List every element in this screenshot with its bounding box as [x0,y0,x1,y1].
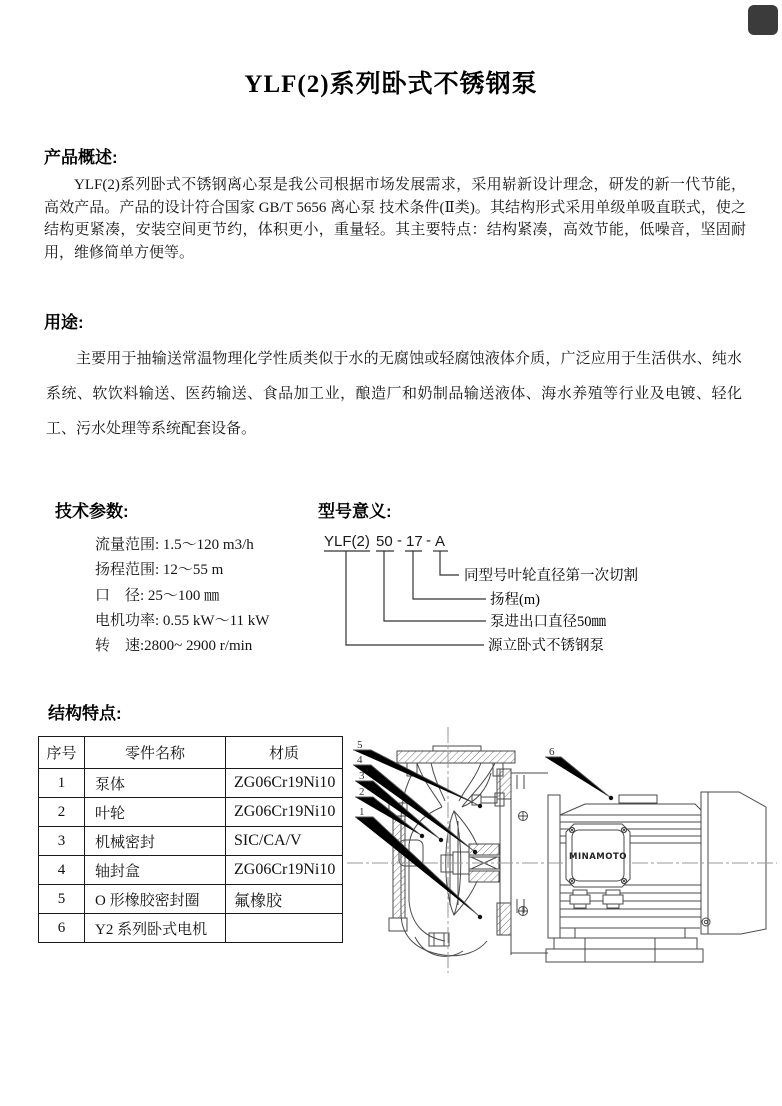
suction-flange [397,751,515,763]
cell-material: 氟橡胶 [226,885,343,914]
callout-number-1: 1 [359,806,365,818]
motor-foot [554,938,697,949]
cell-name: O 形橡胶密封圈 [85,885,226,914]
cell-name: 机械密封 [85,827,226,856]
tech-param-diameter: 口 径: 25～100 ㎜ [95,587,220,604]
header-seq: 序号 [39,737,85,769]
tech-params-heading: 技术参数: [55,502,129,521]
cell-seq: 5 [39,885,85,914]
model-code-cut: A [435,533,446,550]
tech-param-speed: 转 速:2800~ 2900 r/min [95,638,253,655]
model-meaning-diagram [318,529,766,669]
usage-heading: 用途: [44,313,84,332]
page-title: YLF(2)系列卧式不锈钢泵 [244,71,538,98]
cell-name: 泵体 [85,769,226,798]
model-label-diameter: 泵进出口直径50㎜ [490,614,606,630]
tech-params-list [95,533,269,659]
callout-number-2: 2 [359,786,365,798]
model-code-head: 17 [406,533,423,550]
model-leader-lines [324,551,486,645]
model-meaning-heading: 型号意义: [318,502,392,521]
cell-seq: 3 [39,827,85,856]
structure-heading: 结构特点: [48,704,122,723]
model-code [324,532,445,550]
model-code-sep2: - [426,532,431,549]
tech-param-power: 电机功率: 0.55 kW～11 kW [95,612,270,629]
model-code-sep1: - [397,532,402,549]
base-plate [546,949,703,962]
cell-material: ZG06Cr19Ni10 [226,856,343,885]
table-row [39,885,343,914]
model-label-head: 扬程(m) [490,592,540,608]
discharge-flange [393,816,405,918]
parts-table-header-row [39,737,343,769]
callout-number-6: 6 [549,746,555,758]
corner-overlay-button[interactable] [748,5,778,35]
model-label-series: 源立卧式不锈钢泵 [488,638,604,654]
cell-material: ZG06Cr19Ni10 [226,798,343,827]
cell-name: 轴封盒 [85,856,226,885]
cell-name: 叶轮 [85,798,226,827]
callout-number-5: 5 [357,739,363,751]
model-label-cut: 同型号叶轮直径第一次切割 [464,568,638,584]
cell-seq: 6 [39,914,85,943]
tech-param-flow: 流量范围: 1.5～120 m3/h [95,537,254,553]
cell-name: Y2 系列卧式电机 [85,914,226,943]
pump-cross-section-drawing [345,723,782,975]
motor-flange [548,795,560,938]
table-row [39,914,343,943]
parts-table [38,736,343,943]
cell-seq: 2 [39,798,85,827]
overview-heading: 产品概述: [44,148,118,167]
cell-material: SIC/CA/V [226,827,343,856]
model-code-diameter: 50 [376,533,393,550]
table-row [39,856,343,885]
header-material: 材质 [226,737,343,769]
overview-paragraph: YLF(2)系列卧式不锈钢离心泵是我公司根据市场发展需求，采用崭新设计理念，研发的新一代节能，高效产品。产品的设计符合国家 GB/T 5656 离心泵 技术条件(Ⅱ类)。其结构形式采用单级单吸直联式，使之结构更紧凑，安装空间更节约，体积更小，重量轻。其主要特点：结构紧凑，高效节能，低噪音，坚固耐用，维修简单方便等。 [44,177,746,261]
tech-param-head: 扬程范围: 12～55 m [95,562,224,579]
motor-nameplate [619,795,657,803]
callout-number-3: 3 [359,770,365,782]
header-name: 零件名称 [85,737,226,769]
cell-material [226,914,343,943]
model-code-series: YLF(2) [324,533,370,550]
cell-seq: 1 [39,769,85,798]
minamoto-brand-label: MINAMOTO [568,852,628,862]
motor-body [560,804,701,815]
table-row [39,769,343,798]
table-row [39,827,343,856]
cell-seq: 4 [39,856,85,885]
callout-number-4: 4 [357,754,363,766]
cell-material: ZG06Cr19Ni10 [226,769,343,798]
usage-paragraph: 主要用于抽输送常温物理化学性质类似于水的无腐蚀或轻腐蚀液体介质，广泛应用于生活供水、纯水系统、软饮料输送、医药输送、食品加工业，酿造厂和奶制品输送液体、海水养殖等行业及电镀、轻化工、污水处理等系统配套设备。 [46,351,742,437]
table-row [39,798,343,827]
